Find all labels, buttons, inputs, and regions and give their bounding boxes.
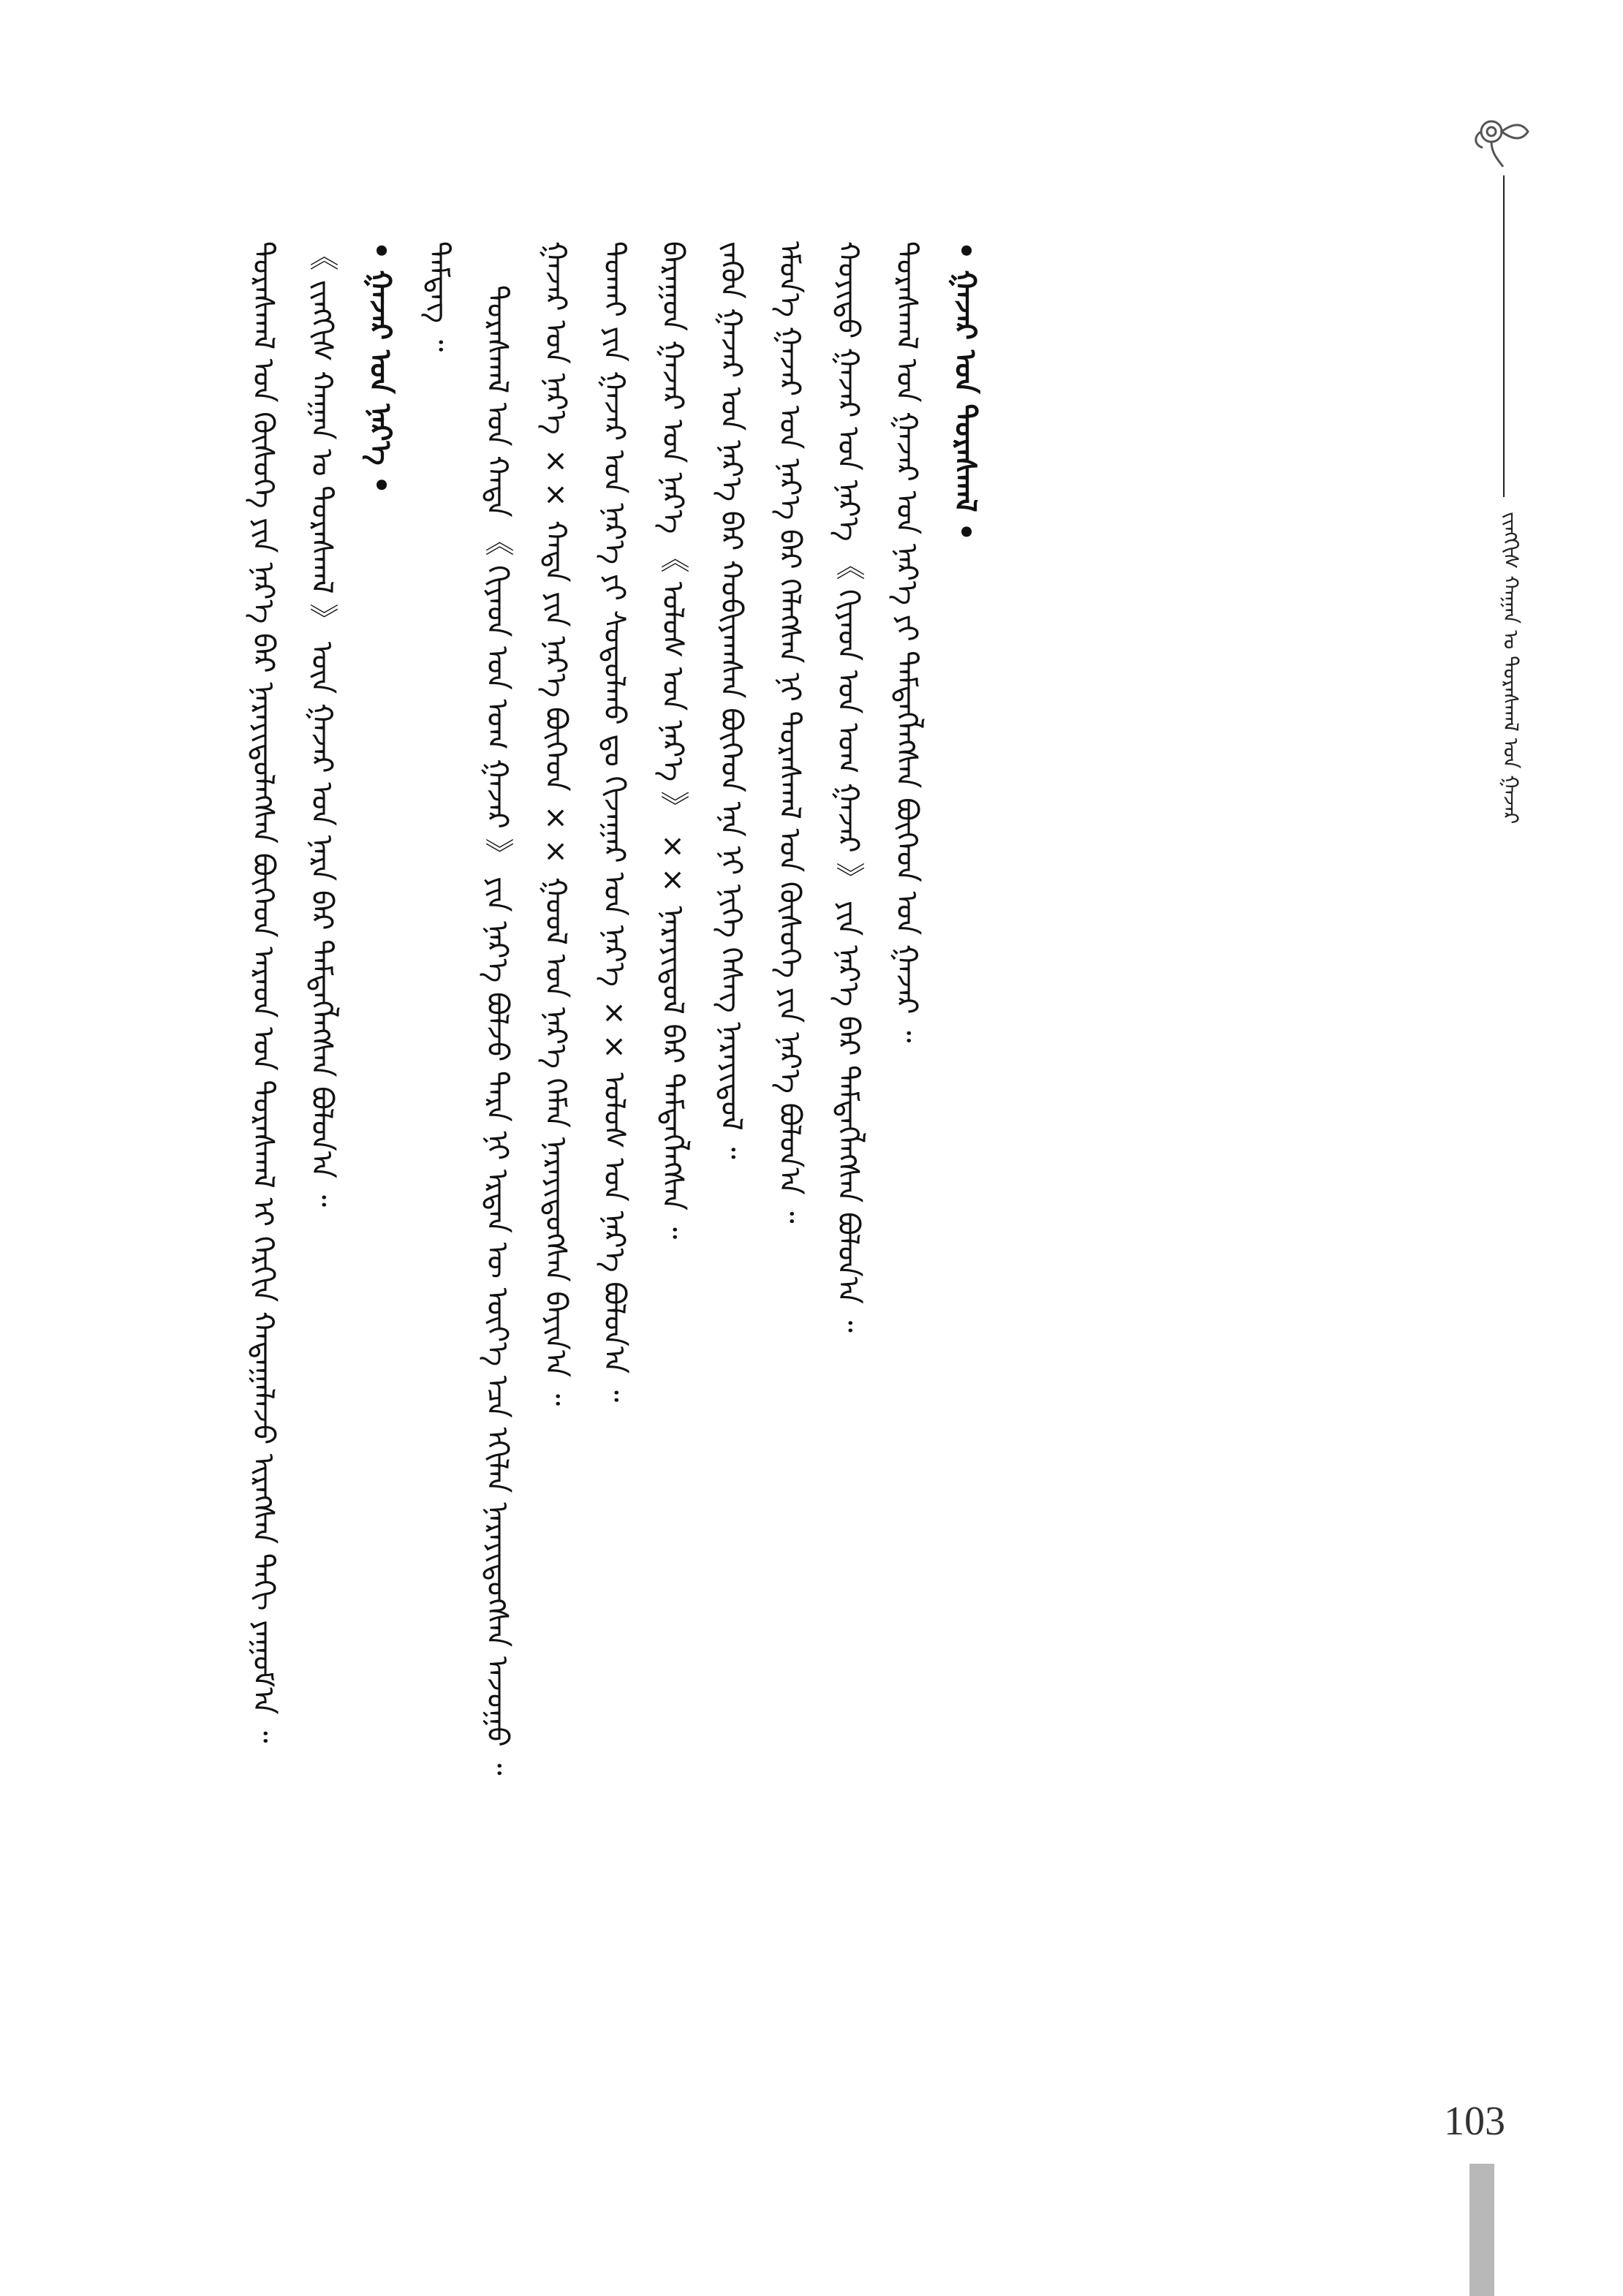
paragraph: ᠭᠠᠵᠠᠷ ᠤᠨ ᠨᠡᠷ᠎ᠡ ×× ᠬᠠᠳᠠ ᠶᠢᠨ ᠨᠡᠷ᠎ᠡ ᠪᠦᠭᠡᠳ ×× ᠭᠣᠣᠯ ᠤᠨ ᠨᠡᠷ᠎ᠡ ᠬᠡᠮᠡᠨ ᠨᠡᠷᠡᠶᠢᠳᠦᠭᠰᠡᠨ ᠪᠠᠶᠢᠨ᠎ᠠ ᠃ bbox=[539, 241, 572, 1406]
main-text-block bbox=[234, 241, 1418, 2215]
section-heading: • ᠭᠠᠵᠠᠷ ᠤᠨ ᠨᠡᠷ᠎ᠡ • bbox=[363, 241, 397, 495]
paragraph: ᠬᠣᠶᠢᠳᠤ ᠭᠠᠵᠠᠷ ᠤᠨ ᠨᠡᠷ᠎ᠡ 《 ᠬᠢᠶᠠᠳ ᠤᠨ ᠤᠭ ᠭᠠᠵᠠᠷ 》 ᠶᠢᠨ ᠨᠡᠷ᠎ᠡ ᠪᠡᠷ ᠲᠡᠮᠳᠡᠭᠯᠡᠭᠰᠡᠨ ᠪᠣᠯᠤᠨ᠎ᠠ ᠃ bbox=[831, 241, 865, 1333]
paragraph: ᠳᠤᠷᠠᠰᠬᠠᠯ ᠤᠨ ᠬᠠᠳᠠ 《 ᠬᠢᠶᠠᠳ ᠤᠨ ᠤᠭ ᠭᠠᠵᠠᠷ 》 ᠶᠢᠨ ᠨᠡᠷ᠎ᠡ ᠪᠣᠯᠵᠤ ᠲᠡᠷᠡ ᠨᠢ ᠡᠷᠲᠡᠨ ᠦ ᠦᠶ᠎ᠡ ᠡᠴᠡ ᠡᠬᠢᠯᠡᠨ ᠨᠡᠷᠡᠶᠢᠳᠦᠭᠰᠡᠨ ᠠᠵᠤᠭᠤ ᠃ bbox=[480, 285, 514, 1776]
page-number: 103 bbox=[1444, 2099, 1505, 2144]
section-heading: • ᠭᠠᠵᠠᠷ ᠤᠨ ᠳᠤᠷᠠᠰᠬᠠᠯ • bbox=[948, 241, 982, 542]
paragraph: ᠡᠮᠦᠨ᠎ᠡ ᠭᠠᠵᠠᠷ ᠤᠨ ᠨᠡᠷ᠎ᠡ ᠪᠡᠷ ᠬᠡᠯᠡᠭᠰᠡᠨ ᠨᠢ ᠳᠤᠷᠠᠰᠬᠠᠯ ᠤᠨ ᠬᠦᠰᠦᠭᠡ ᠶᠢᠨ ᠨᠡᠷ᠎ᠡ ᠪᠣᠯᠤᠨ᠎ᠠ ᠃ bbox=[773, 241, 806, 1224]
paragraph: ᠵᠡᠭᠦᠨ ᠭᠠᠵᠠᠷ ᠤᠨ ᠨᠡᠷ᠎ᠡ ᠪᠡᠷ ᠬᠤᠪᠢᠶᠠᠭᠰᠠᠨ ᠪᠦᠭᠡᠳ ᠡᠨᠡ ᠨᠢ ᠨᠢᠭᠡ ᠬᠡᠰᠡᠭ ᠨᠡᠷᠡᠶᠢᠳᠦᠯ ᠃ bbox=[714, 241, 748, 1159]
running-header: ᠵᠢᠩᠭᠢᠰ ᠬᠠᠭᠠᠨ ᠤ ᠳᠤᠷᠠᠰᠬᠠᠯ ᠤᠨ ᠭᠠᠵᠠᠷ bbox=[1499, 512, 1523, 825]
header-rule bbox=[1503, 175, 1505, 497]
ornament-icon bbox=[1469, 110, 1543, 175]
edge-tab-marker bbox=[1469, 2164, 1494, 2296]
paragraph: 《 ᠵᠢᠩᠭᠢᠰ ᠬᠠᠭᠠᠨ ᠤ ᠳᠤᠷᠠᠰᠬᠠᠯ 》 ᠦᠨ ᠭᠠᠵᠠᠷ ᠤᠨ ᠨᠡᠷᠡ ᠪᠡᠷ ᠲᠡᠮᠳᠡᠭᠯᠡᠭᠰᠡᠨ ᠪᠣᠯᠤᠨ᠎ᠠ ᠃ bbox=[305, 241, 338, 1208]
paragraph: ᠪᠠᠷᠠᠭᠤᠨ ᠭᠠᠵᠠᠷ ᠤᠨ ᠨᠡᠷ᠎ᠡ 《 ᠤᠯᠤᠰ ᠤᠨ ᠨᠡᠷ᠎ᠡ 》 ×× ᠨᠡᠷᠡᠶᠢᠳᠦᠯ ᠪᠠᠷ ᠲᠡᠮᠳᠡᠭᠯᠡᠭᠰᠡᠨ ᠃ bbox=[656, 241, 689, 1240]
paragraph: ᠳᠤᠷᠠᠰᠬᠠᠯ ᠤᠨ ᠭᠠᠵᠠᠷ ᠤᠨ ᠨᠡᠷ᠎ᠡ ᠶᠢ ᠲᠡᠮᠳᠡᠭᠯᠡᠭᠰᠡᠨ ᠪᠦᠭᠡᠳ ᠤᠨ ᠭᠠᠵᠠᠷ ᠃ bbox=[890, 241, 923, 1043]
paragraph: ᠳᠤᠷᠠᠰᠬᠠᠯ ᠤᠨ ᠬᠦᠰᠦᠭᠡ ᠶᠢᠨ ᠨᠡᠷ᠎ᠡ ᠪᠡᠷ ᠨᠡᠷᠡᠶᠢᠳᠦᠯᠡᠭᠰᠡᠨ ᠪᠦᠭᠡᠳ ᠠᠷᠠᠳ ᠤᠨ ᠳᠤᠷᠠᠰᠬᠠᠯ ᠢ ᠬᠡᠷᠬᠢᠨ ᠬᠠᠳᠠᠭᠠᠯᠠᠵᠤ ᠢᠷᠡᠭᠰᠡᠨ ᠲᠠᠬᠢ ᠶᠠᠭᠤᠮ᠎ᠠ ᠃ bbox=[246, 241, 280, 1743]
paragraph: ᠲᠤᠬᠠᠢ ᠶᠢᠨ ᠭᠠᠵᠠᠷ ᠤᠨ ᠨᠡᠷ᠎ᠡ ᠶᠢ ᠰᠤᠳᠤᠯᠬᠤ ᠳᠤ ᠬᠢᠵᠠᠭᠠᠷ ᠤᠨ ᠨᠡᠷ᠎ᠡ ×× ᠤᠯᠤᠰ ᠤᠨ ᠨᠡᠷ᠎ᠡ ᠪᠣᠯᠤᠨ᠎ᠠ ᠃ bbox=[597, 241, 631, 1403]
paragraph: ᠲᠡᠮᠳᠡᠭ ᠃ bbox=[422, 241, 455, 352]
